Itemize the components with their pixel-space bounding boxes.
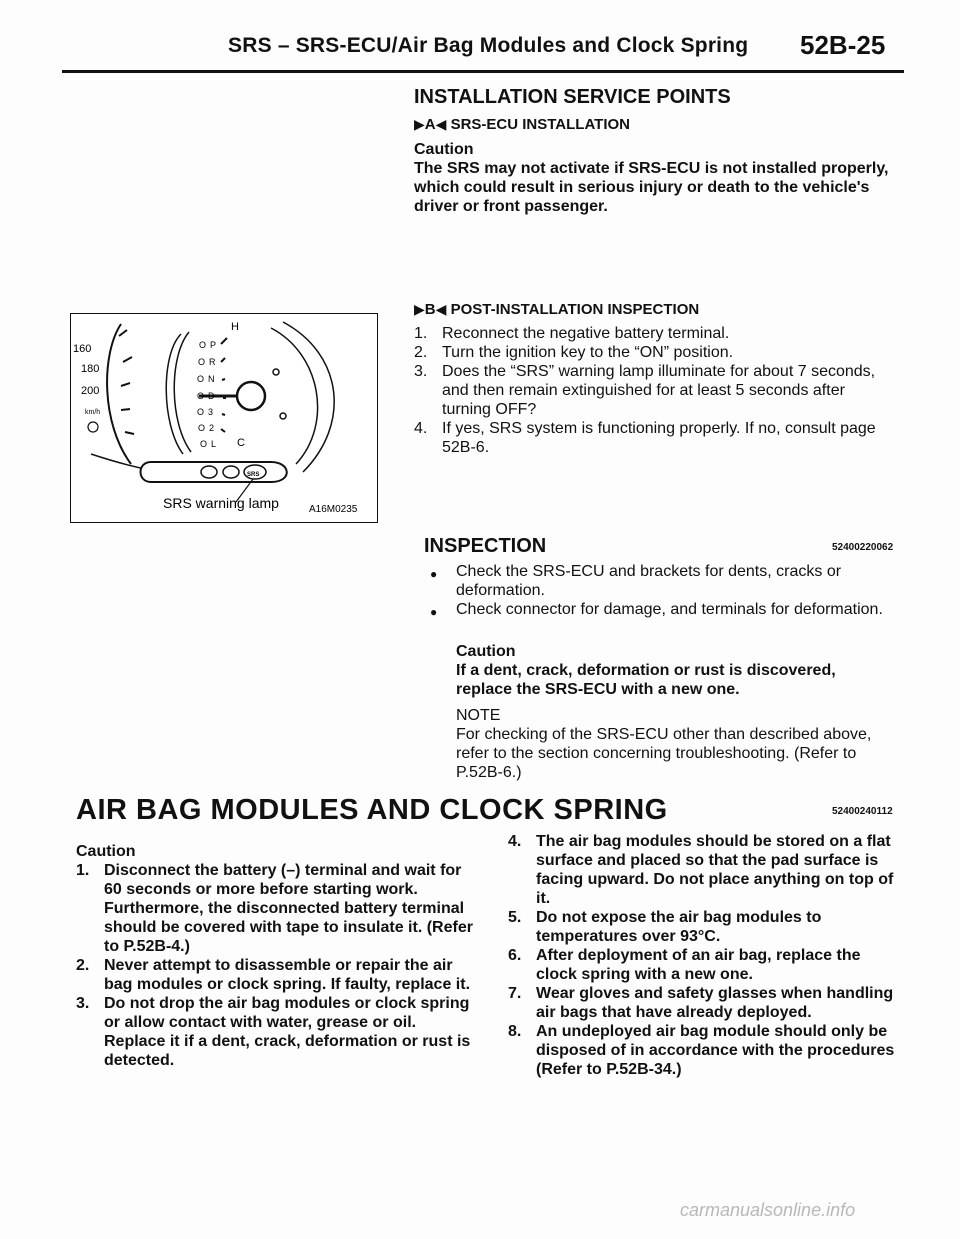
point-a-caution-label: Caution [414,141,474,158]
airbag-code: 52400240112 [832,806,893,817]
svg-text:O: O [197,407,205,417]
srs-warning-lamp-figure [70,313,378,523]
inspection-bullets [428,562,896,619]
temp-cold-label: C [237,437,245,449]
list-item: ● Check the SRS-ECU and brackets for dents, cracks or deformation. [430,563,842,599]
inspection-caution-text: If a dent, crack, deformation or rust is discovered, replace the SRS-ECU with a new one. [456,662,836,698]
inspection-heading: INSPECTION [424,535,547,557]
svg-text:O: O [199,340,207,350]
list-item: 2. Turn the ignition key to the “ON” position. [414,344,734,361]
list-item: 1. Reconnect the negative battery terminal. [414,325,730,342]
list-item: 4. If yes, SRS system is functioning properly. If no, consult page 52B-6. [414,420,876,456]
point-a-title: SRS-ECU INSTALLATION [450,116,631,133]
point-marker-left-icon: ◀ [435,301,447,317]
speed-tick-3: 200 [81,385,100,397]
gear-letter-l: L [211,439,217,449]
inspection-note-label: NOTE [456,707,501,724]
svg-text:O: O [200,439,208,449]
inspection-code: 52400220062 [832,542,894,553]
point-a-marker: A [424,116,436,133]
temp-hot-label: H [231,321,239,333]
inspection-note-text: For checking of the SRS-ECU other than described above, refer to the section concerning troubleshooting. (Refer to P.52B-6.) [456,726,872,781]
gauge-icon [88,422,98,432]
speed-unit: km/h [85,409,101,416]
list-item: 6. After deployment of an air bag, replace the clock spring with a new one. [508,947,861,983]
list-item: ● Check connector for damage, and terminals for deformation. [430,601,883,619]
header-rule [62,70,904,73]
installation-heading: INSTALLATION SERVICE POINTS [414,86,731,108]
inspection-caution-label: Caution [456,643,516,660]
list-item: 5. Do not expose the air bag modules to temperatures over 93°C. [508,909,822,945]
post-installation-steps [414,324,896,457]
instrument-cluster-illustration [71,314,377,522]
footer-watermark: carmanualsonline.info [680,1200,856,1220]
gear-letter-n: N [208,374,215,384]
gear-letter-r: R [209,357,216,367]
svg-text:O: O [198,423,206,433]
point-marker-left-icon: ◀ [435,116,447,132]
airbag-heading: AIR BAG MODULES AND CLOCK SPRING [76,794,668,826]
list-item: 4. The air bag modules should be stored on a flat surface and placed so that the pad surface is facing upward. Do not place anything on top of it. [508,833,894,907]
svg-text:O: O [197,374,205,384]
list-item: 7. Wear gloves and safety glasses when handling air bags that have already deployed. [508,985,894,1021]
point-marker-right-icon: ▶ [414,301,425,317]
point-a-caution-text: The SRS may not activate if SRS-ECU is not installed properly, which could result in serious injury or death to the vehicle's driver or front passenger. [414,160,889,215]
point-marker-right-icon: ▶ [414,116,425,132]
figure-caption: SRS warning lamp [163,495,279,511]
page-number: 52B-25 [800,30,886,60]
figure-code: A16M0235 [309,504,358,515]
airbag-caution-list-left [76,861,476,1070]
srs-lamp-label: SRS [247,472,260,478]
point-b-marker: B [424,301,436,318]
airbag-caution-label: Caution [76,843,136,860]
list-item: 3. Do not drop the air bag modules or clock spring or allow contact with water, grease or oil. Replace it if a dent, crack, deformation or rust is detected. [76,995,471,1069]
list-item: 2. Never attempt to disassemble or repair the air bag modules or clock spring. If faulty, replace it. [76,957,471,993]
point-a-heading [414,116,630,133]
point-b-title: POST-INSTALLATION INSPECTION [450,301,700,318]
svg-text:O: O [198,357,206,367]
speed-tick-2: 180 [81,363,100,375]
gear-letter-d: D [208,391,215,401]
list-item: 1. Disconnect the battery (–) terminal and wait for 60 seconds or more before starting work. Furthermore, the disconnected battery terminal should be covered with tape to insulate it. (Refer to P.52B-4.) [76,862,473,955]
gear-letter-3: 3 [208,407,214,417]
list-item: 3. Does the “SRS” warning lamp illuminate for about 7 seconds, and then remain extinguished for at least 5 seconds after turning OFF? [414,363,876,418]
page-header-title: SRS – SRS-ECU/Air Bag Modules and Clock Spring [228,34,749,57]
gear-letter-p: P [210,340,217,350]
svg-text:O: O [197,391,205,401]
speed-tick-1: 160 [73,343,92,355]
point-b-heading [414,301,699,318]
list-item: 8. An undeployed air bag module should only be disposed of in accordance with the procedures (Refer to P.52B-34.) [508,1023,895,1078]
gear-letter-2: 2 [209,423,215,433]
airbag-caution-list-right [508,832,900,1079]
